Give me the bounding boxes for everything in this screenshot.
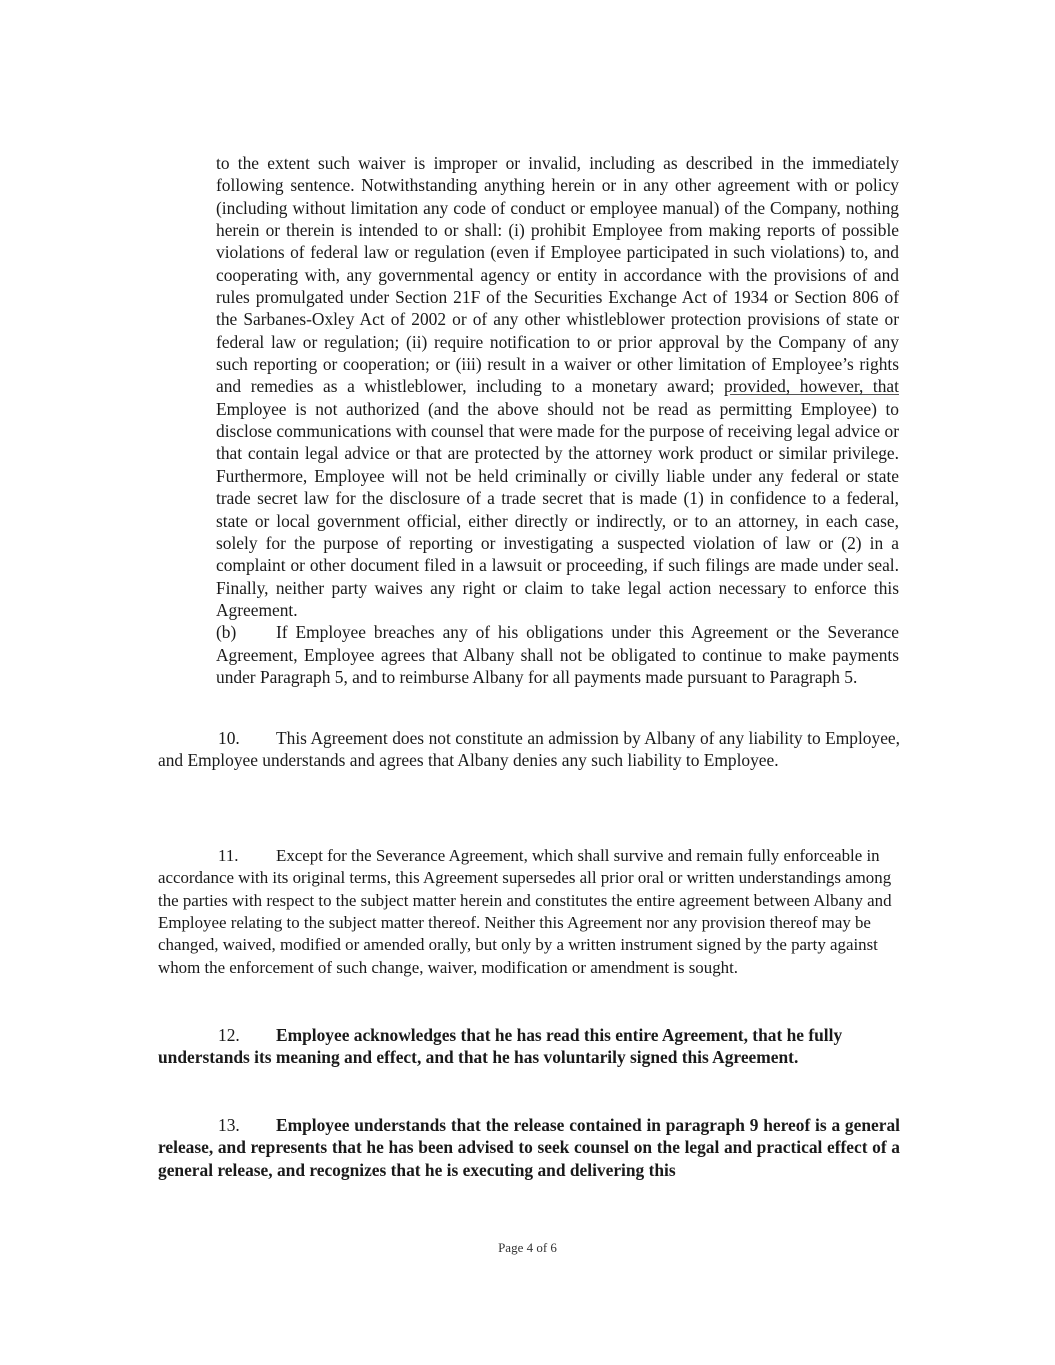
section-9a-continuation (216, 152, 899, 688)
paragraph-number: 13. (218, 1115, 240, 1135)
paragraph-text: Except for the Severance Agreement, which shall survive and remain fully enforceable in accordance with its original terms, this Agreement supersedes all prior oral or written understandings among the parties with respect to the subject matter herein and constitutes the entire agreement between Albany and Employee relating to the subject matter thereof. Neither this Agreement nor any provision thereof may be changed, waived, modified or amended orally, but only by a written instrument signed by the party against whom the enforcement of such change, waiver, modification or amendment is sought. (158, 846, 892, 977)
paragraph-10 (158, 727, 900, 772)
paragraph-number: 11. (218, 846, 239, 865)
paragraph-13 (158, 1114, 900, 1181)
whistleblower-paragraph (216, 152, 899, 621)
subsection-b (216, 621, 899, 688)
page-number-footer: Page 4 of 6 (498, 1240, 557, 1255)
paragraph-11 (158, 845, 900, 979)
paragraph-number: 10. (218, 728, 240, 748)
paragraph-text: Employee is not authorized (and the above should not be read as permitting Employee) to disclose communications with counsel that were made for the purpose of receiving legal advice or that contain legal advice or that are protected by the attorney work product or similar privilege. Furthermore, Employee will not be held criminally or civilly liable under any federal or state trade secret law for the disclosure of a trade secret that is made (1) in confidence to a federal, state or local government official, either directly or indirectly, or to an attorney, in each case, solely for the purpose of reporting or investigating a suspected violation of law or (2) in a complaint or other document filed in a lawsuit or proceeding, if such filings are made under seal. Finally, neither party waives any right or claim to take legal action necessary to enforce this Agreement. (216, 398, 899, 620)
provided-however-underlined: provided, however, that (724, 376, 899, 397)
paragraph-text: Employee acknowledges that he has read this entire Agreement, that he fully understands its meaning and effect, and that he has voluntarily signed this Agreement. (158, 1025, 843, 1068)
paragraph-text: to the extent such waiver is improper or invalid, including as described in the immediately following sentence. Notwithstanding anything herein or in any other agreement with or policy (including without limitation any code of conduct or employee manual) of the Company, nothing herein or therein is intended to or shall: (i) prohibit Employee from making reports of possible violations of federal law or regulation (even if Employee participated in such violations) to, and cooperating with, any governmental agency or entity in accordance with the provisions of and rules promulgated under Section 21F of the Securities Exchange Act of 1934 or Section 806 of the Sarbanes-Oxley Act of 2002 or of any other whistleblower protection provisions of state or federal law or regulation; (ii) require notification to or prior approval by the Company of any such reporting or cooperation; or (iii) result in a waiver or other limitation of Employee’s rights and remedies as a whistleblower, including to a monetary award; (216, 153, 899, 397)
paragraph-text: This Agreement does not constitute an admission by Albany of any liability to Employee, and Employee understands and agrees that Albany denies any such liability to Employee. (158, 728, 900, 771)
subsection-b-text: If Employee breaches any of his obligations under this Agreement or the Severance Agreement, Employee agrees that Albany shall not be obligated to continue to make payments under Paragraph 5, and to reimburse Albany for all payments made pursuant to Paragraph 5. (216, 622, 899, 687)
paragraph-text: Employee understands that the release contained in paragraph 9 hereof is a general release, and represents that he has been advised to seek counsel on the legal and practical effect of a general release, and recognizes that he is executing and delivering this (158, 1115, 900, 1180)
subsection-b-label: (b) (216, 622, 237, 643)
paragraph-number: 12. (218, 1025, 240, 1045)
paragraph-12 (158, 1024, 900, 1069)
